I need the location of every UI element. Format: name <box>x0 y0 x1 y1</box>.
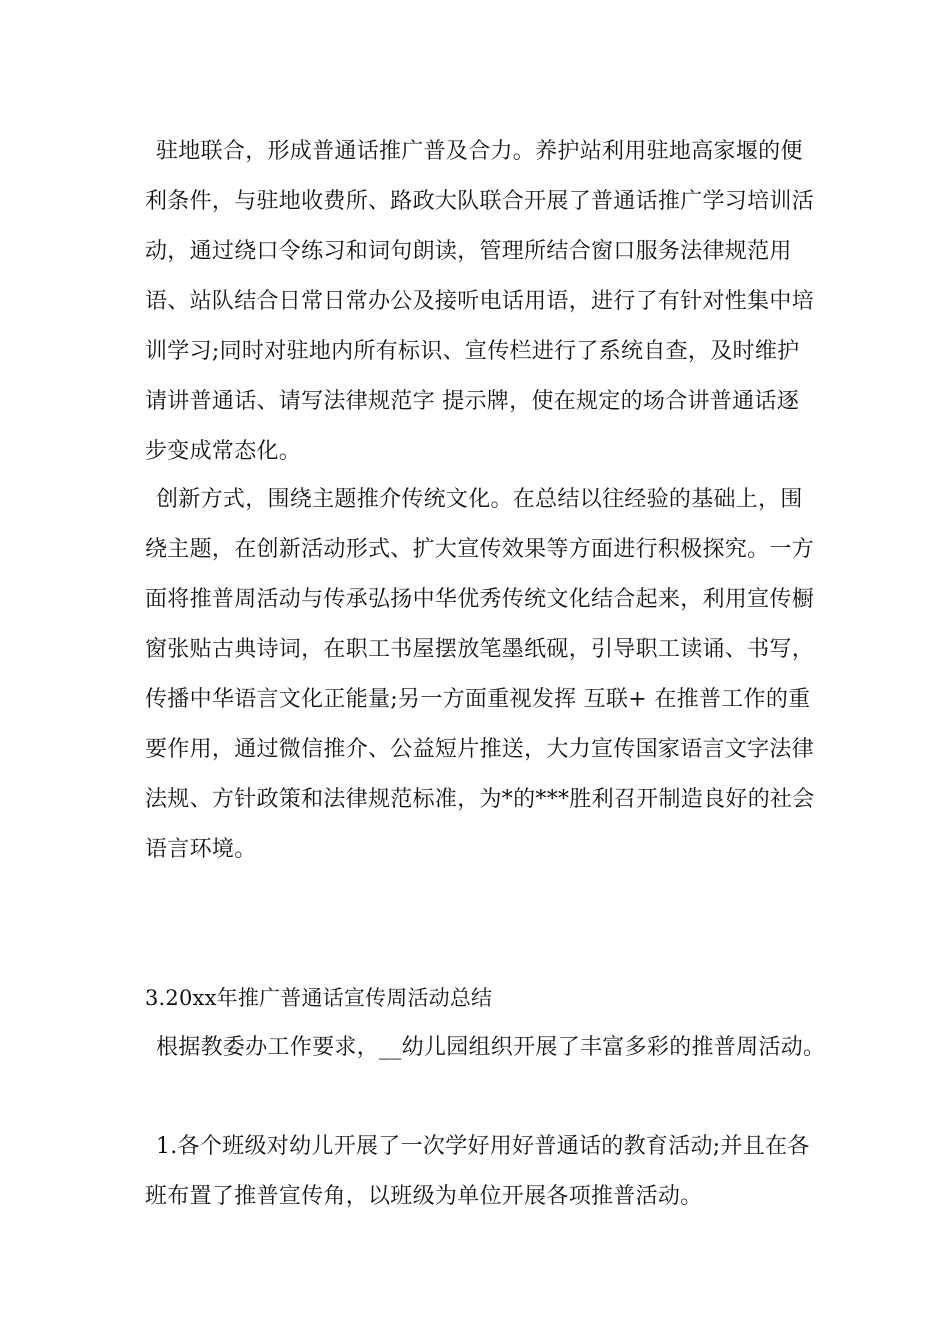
section-heading: 3.20xx年推广普通话宣传周活动总结 <box>145 986 493 1010</box>
paragraph-joint-promotion: 驻地联合，形成普通话推广普及合力。养护站利用驻地高家堰的便利条件，与驻地收费所、路政大队联合开展了普通话推广学习培训活动，通过绕口令练习和词句朗读，管理所结合窗口服务法律规范用语、站队结合日常日常办公及接听电话用语，进行了有针对性集中培训学习;同时对驻地内所有标识、宣传栏进行了系统自查，及时维护 请讲普通话、请写法律规范字 提示牌，使在规定的场合讲普通话逐步变成常态化。 <box>145 139 815 464</box>
list-item-1: 1.各个班级对幼儿开展了一次学好用好普通话的教育活动;并且在各班布置了推普宣传角，以班级为单位开展各项推普活动。 <box>145 1134 810 1209</box>
paragraph-traditional-culture: 创新方式，围绕主题推介传统文化。在总结以往经验的基础上，围绕主题，在创新活动形式、扩大宣传效果等方面进行积极探究。一方面将推普周活动与传承弘扬中华优秀传统文化结合起来，利用宣传橱窗张贴古典诗词，在职工书屋摆放笔墨纸砚，引导职工读诵、书写，传播中华语言文化正能量;另一方面重视发挥 互联+ 在推普工作的重要作用，通过微信推介、公益短片推送，大力宣传国家语言文字法律法规、方针政策和法律规范标准，为*的***胜利召开制造良好的社会语言环境。 <box>145 487 815 862</box>
paragraph-intro: 根据教委办工作要求，__幼儿园组织开展了丰富多彩的推普周活动。 <box>156 1035 826 1060</box>
